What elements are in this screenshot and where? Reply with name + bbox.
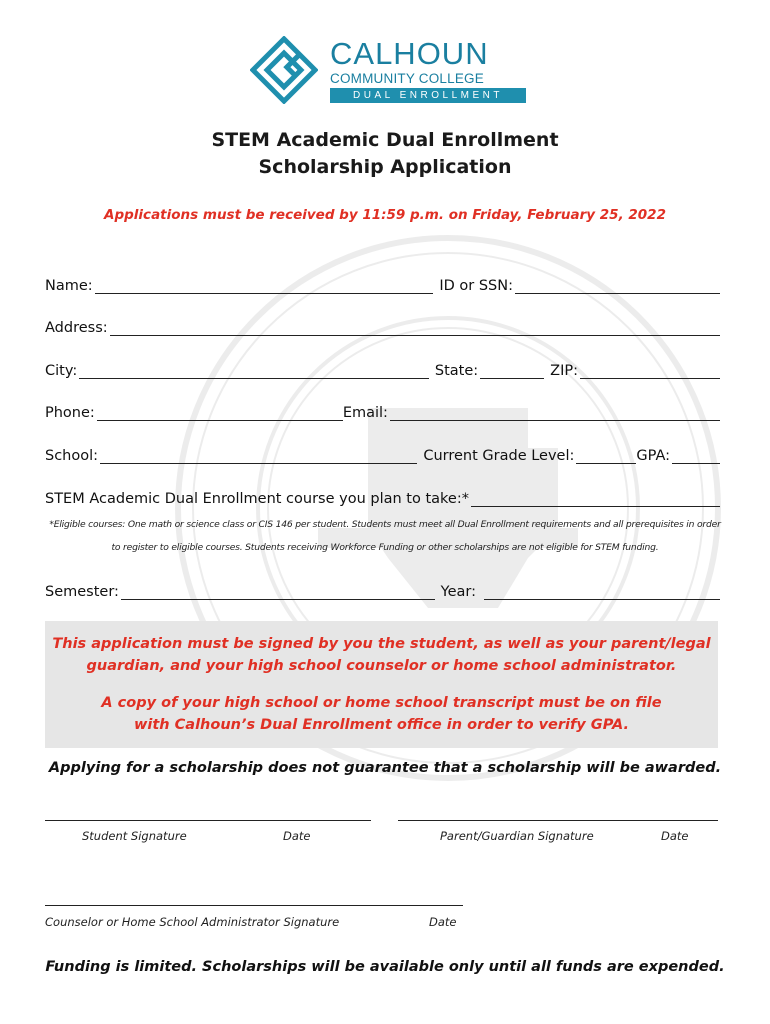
logo-name: CALHOUN xyxy=(330,36,489,71)
address-field[interactable] xyxy=(110,317,720,336)
college-logo xyxy=(250,36,525,106)
page-title-line1: STEM Academic Dual Enrollment xyxy=(211,129,559,151)
deadline-notice: Applications must be received by 11:59 p.m. on Friday, February 25, 2022 xyxy=(104,207,666,223)
logo-subtitle: COMMUNITY COLLEGE xyxy=(330,71,484,86)
logo-band: DUAL ENROLLMENT xyxy=(330,88,526,103)
guarantee-disclaimer: Applying for a scholarship does not guarantee that a scholarship will be awarded. xyxy=(48,760,722,776)
row-address xyxy=(45,314,720,336)
student-signature-label: Student Signature xyxy=(82,829,187,843)
logo-diamond-icon xyxy=(250,36,318,104)
school-label: School: xyxy=(45,448,99,464)
counselor-signature-field[interactable] xyxy=(45,904,463,906)
school-field[interactable] xyxy=(100,445,417,464)
notice-p2-line2: with Calhoun’s Dual Enrollment office in order to verify GPA. xyxy=(133,717,630,733)
funding-notice: Funding is limited. Scholarships will be available only until all funds are expended. xyxy=(45,959,725,975)
row-semester-year xyxy=(45,578,720,600)
counselor-date-label: Date xyxy=(429,915,457,929)
page-title-line2: Scholarship Application xyxy=(258,156,512,178)
row-city-state-zip xyxy=(45,357,720,379)
year-field[interactable] xyxy=(484,581,720,600)
row-name-id xyxy=(45,272,720,294)
id-ssn-field[interactable] xyxy=(515,275,720,294)
year-label: Year: xyxy=(440,584,476,600)
course-field[interactable] xyxy=(471,488,720,507)
eligibility-note-line1: *Eligible courses: One math or science class or CIS 146 per student. Students must meet all Dual Enrollment requirements and all prerequisites in order xyxy=(49,519,721,530)
row-phone-email xyxy=(45,399,720,421)
email-label: Email: xyxy=(342,405,388,421)
signature-requirement-box xyxy=(45,621,718,748)
semester-label: Semester: xyxy=(45,584,119,600)
gpa-label: GPA: xyxy=(636,448,670,464)
parent-signature-field[interactable] xyxy=(398,819,718,821)
zip-label: ZIP: xyxy=(550,363,578,379)
row-school-grade-gpa xyxy=(45,442,720,464)
phone-label: Phone: xyxy=(45,405,95,421)
name-label: Name: xyxy=(45,278,93,294)
eligibility-note-line2: to register to eligible courses. Students receiving Workforce Funding or other scholarships are not eligible for STEM funding. xyxy=(111,542,659,553)
state-field[interactable] xyxy=(480,360,544,379)
semester-field[interactable] xyxy=(121,581,435,600)
name-field[interactable] xyxy=(95,275,434,294)
student-signature-field[interactable] xyxy=(45,819,371,821)
phone-field[interactable] xyxy=(97,402,343,421)
grade-level-field[interactable] xyxy=(576,445,636,464)
city-label: City: xyxy=(45,363,78,379)
counselor-signature-label: Counselor or Home School Administrator Signature xyxy=(45,915,340,929)
id-ssn-label: ID or SSN: xyxy=(439,278,513,294)
notice-p1-line1: This application must be signed by you the student, as well as your parent/legal xyxy=(52,636,711,652)
notice-p2-line1: A copy of your high school or home school transcript must be on file xyxy=(101,695,662,711)
zip-field[interactable] xyxy=(580,360,720,379)
student-date-label: Date xyxy=(283,829,311,843)
course-label: STEM Academic Dual Enrollment course you plan to take:* xyxy=(45,491,469,507)
state-label: State: xyxy=(434,363,479,379)
grade-level-label: Current Grade Level: xyxy=(423,448,575,464)
parent-signature-label: Parent/Guardian Signature xyxy=(440,829,594,843)
email-field[interactable] xyxy=(390,402,720,421)
parent-date-label: Date xyxy=(661,829,689,843)
address-label: Address: xyxy=(45,320,108,336)
row-course xyxy=(45,485,720,507)
notice-p1-line2: guardian, and your high school counselor or home school administrator. xyxy=(86,658,677,674)
city-field[interactable] xyxy=(79,360,429,379)
gpa-field[interactable] xyxy=(672,445,720,464)
